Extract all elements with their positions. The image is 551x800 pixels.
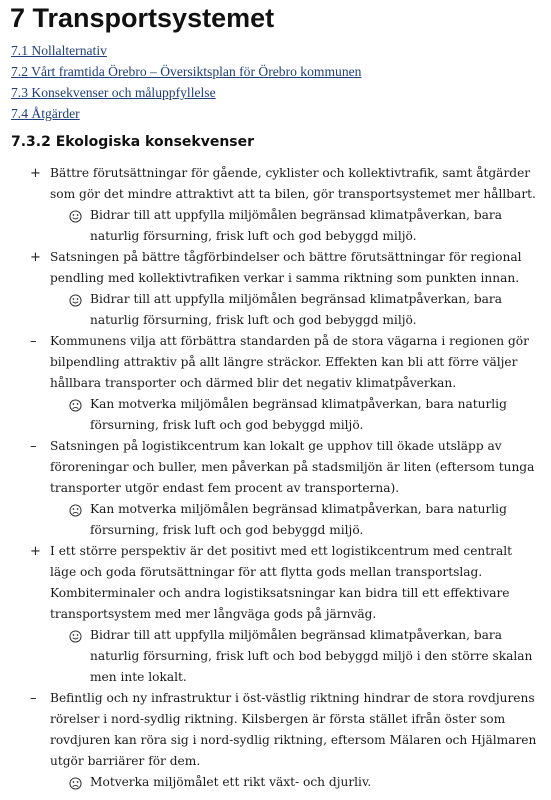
consequence-text: Befintlig och ny infrastruktur i öst-västlig riktning hindrar de stora rovdjurens rörelser i nord-sydlig riktning. Kilsbergen är första stället ifrån öster som rovdjuren kan röra sig i nord-sydlig riktning, eftersom Mälaren och Hjälmaren utgör barriärer för dem. — [50, 691, 537, 768]
minus-icon: – — [30, 439, 37, 454]
list-item — [0, 688, 551, 793]
impact-text: Bidrar till att uppfylla miljömålen begränsad klimatpåverkan, bara naturlig försurning, frisk luft och god bebyggd miljö. — [90, 292, 503, 327]
minus-icon: – — [30, 691, 37, 706]
consequence-text: Satsningen på logistikcentrum kan lokalt ge upphov till ökade utsläpp av föroreningar och buller, men påverkan på stadsmiljön är liten (eftersom tunga transporter utgör endast fem procent av transporterna). — [50, 439, 535, 495]
consequence-text: I ett större perspektiv är det positivt med ett logistikcentrum med centralt läge och goda förutsättningar för att flytta gods mellan transportslag. Kombiterminaler och andra logistiksatsningar kan bidra till ett effektivare transportsystem med mer långväga gods på järnväg. — [50, 544, 513, 621]
list-item — [0, 163, 551, 247]
impact-text: Kan motverka miljömålen begränsad klimatpåverkan, bara naturlig försurning, frisk luft och god bebyggd miljö. — [90, 397, 507, 432]
impact-note — [50, 499, 537, 541]
smiley-icon — [69, 628, 82, 641]
toc-link-nollalternativ[interactable]: 7.1 Nollalternativ — [11, 43, 107, 58]
impact-text: Motverka miljömålet ett rikt växt- och djurliv. — [90, 775, 372, 789]
smiley-icon — [69, 208, 82, 221]
impact-note — [50, 772, 537, 793]
list-item — [0, 541, 551, 688]
impact-text: Kan motverka miljömålen begränsad klimatpåverkan, bara naturlig försurning, frisk luft och god bebyggd miljö. — [90, 502, 507, 537]
toc-link-konsekvenser[interactable]: 7.3 Konsekvenser och måluppfyllelse — [11, 85, 216, 100]
table-of-contents — [11, 40, 361, 124]
smiley-icon — [69, 292, 82, 305]
impact-note — [50, 289, 537, 331]
consequence-text: Kommunens vilja att förbättra standarden på de stora vägarna i regionen gör bilpendling attraktiv på allt längre sträckor. Effekten kan bli att förre väljer hållbara transporter och därmed blir det negativ klimatpåverkan. — [50, 334, 529, 390]
minus-icon: – — [30, 334, 37, 349]
plus-icon: + — [30, 250, 41, 265]
page-title: 7 Transportsystemet — [10, 3, 275, 33]
impact-text: Bidrar till att uppfylla miljömålen begränsad klimatpåverkan, bara naturlig försurning, frisk luft och bod bebyggd miljö i den större skalan men inte lokalt. — [90, 628, 533, 684]
consequence-text: Bättre förutsättningar för gående, cyklister och kollektivtrafik, samt åtgärder som gör det mindre attraktivt att ta bilen, gör transportsystemet mer hållbart. — [50, 166, 536, 201]
frown-icon — [69, 502, 82, 515]
consequence-list — [0, 163, 551, 793]
section-heading: 7.3.2 Ekologiska konsekvenser — [11, 134, 255, 150]
impact-text: Bidrar till att uppfylla miljömålen begränsad klimatpåverkan, bara naturlig försurning, frisk luft och god bebyggd miljö. — [90, 208, 503, 243]
plus-icon: + — [30, 166, 41, 181]
plus-icon: + — [30, 544, 41, 559]
list-item — [0, 436, 551, 541]
toc-link-oversiktsplan[interactable]: 7.2 Vårt framtida Örebro – Översiktsplan för Örebro kommunen — [11, 64, 362, 79]
frown-icon — [69, 397, 82, 410]
frown-icon — [69, 775, 82, 788]
consequence-text: Satsningen på bättre tågförbindelser och bättre förutsättningar för regional pendling med kollektivtrafiken verkar i samma riktning som punkten innan. — [50, 250, 522, 285]
list-item — [0, 247, 551, 331]
list-item — [0, 331, 551, 436]
toc-link-atgarder[interactable]: 7.4 Åtgärder — [11, 106, 80, 121]
impact-note — [50, 394, 537, 436]
impact-note — [50, 205, 537, 247]
impact-note — [50, 625, 537, 688]
